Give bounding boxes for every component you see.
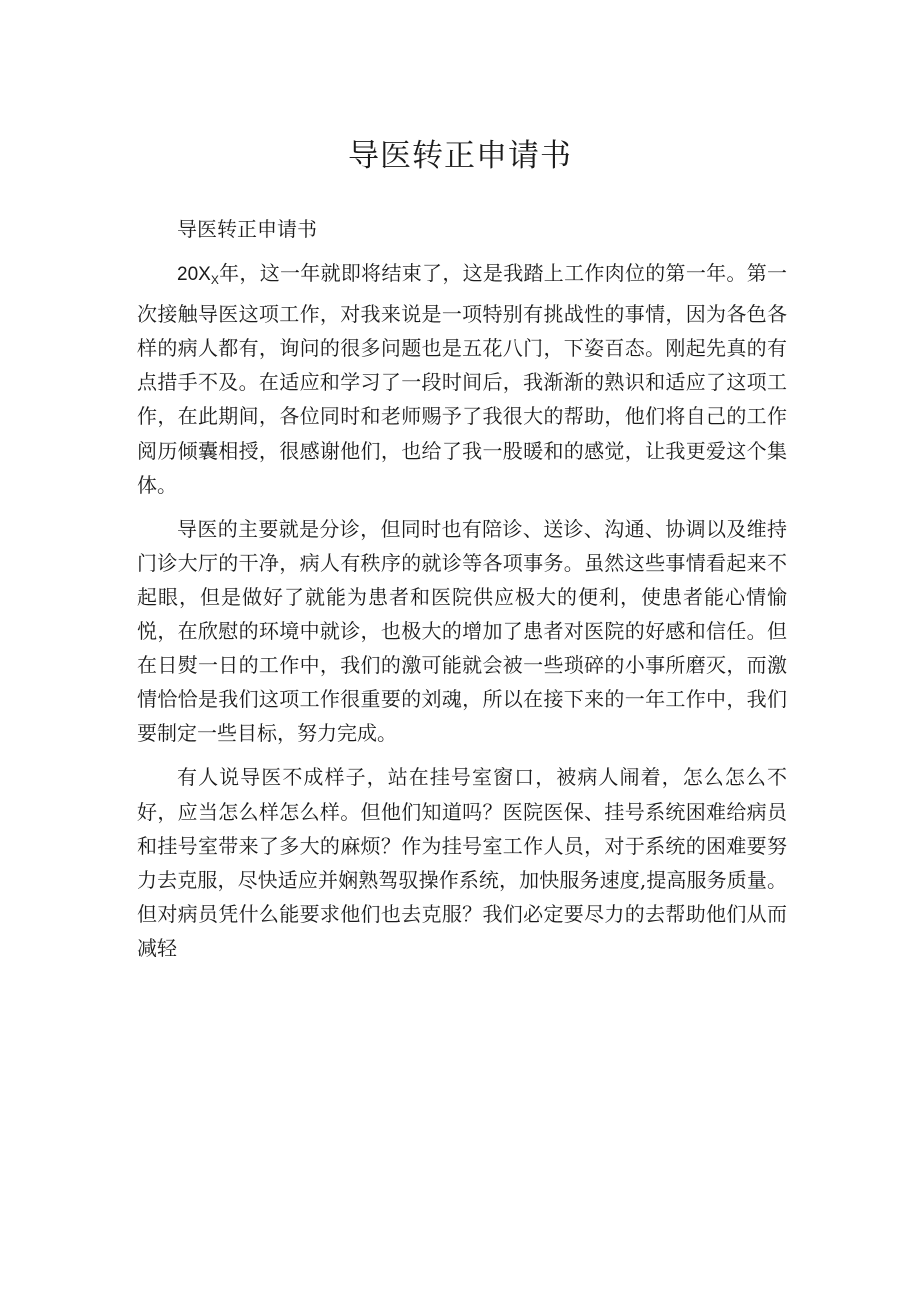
year-prefix: 20X <box>177 264 211 286</box>
document-title: 导医转正申请书 <box>348 138 572 174</box>
document-subtitle: 导医转正申请书 <box>177 217 317 241</box>
paragraph-3: 有人说导医不成样子，站在挂号室窗口，被病人闹着，怎么怎么不好，应当怎么样怎么样。但他们知道吗？医院医保、挂号系统困难给病员和挂号室带来了多大的麻烦？作为挂号室工作人员，对于系统的困难要努力去克服，尽快适应并娴熟驾驭操作系统，加快服务速度,提高服务质量。但对病员凭什么能要求他们也去克服？我们必定要尽力的去帮助他们从而减轻 <box>137 765 787 960</box>
paragraph-2: 导医的主要就是分诊，但同时也有陪诊、送诊、沟通、协调以及维持门诊大厅的干净，病人有秩序的就诊等各项事务。虽然这些事情看起来不起眼，但是做好了就能为患者和医院供应极大的便利，使患者能心情愉悦，在欣慰的环境中就诊，也极大的增加了患者对医院的好感和信任。但在日熨一日的工作中，我们的激可能就会被一些琐碎的小事所磨灭，而激情恰恰是我们这项工作很重要的刘魂，所以在接下来的一年工作中，我们要制定一些目标，努力完成。 <box>137 516 787 746</box>
paragraph-1 <box>137 256 787 502</box>
paragraph-1-text: 年，这一年就即将结束了，这是我踏上工作肉位的第一年。第一次接触导医这项工作，对我来说是一项特别有挑战性的事情，因为各色各样的病人都有，询问的很多问题也是五花八门，下姿百态。刚起先真的有点措手不及。在适应和学习了一段时间后，我渐渐的熟识和适应了这项工作，在此期间，各位同时和老师赐予了我很大的帮助，他们将自己的工作阅历倾囊相授，很感谢他们，也给了我一股暖和的感觉，让我更爱这个集体。 <box>137 261 787 497</box>
year-subscript: X <box>210 273 219 288</box>
document-body <box>137 212 787 975</box>
